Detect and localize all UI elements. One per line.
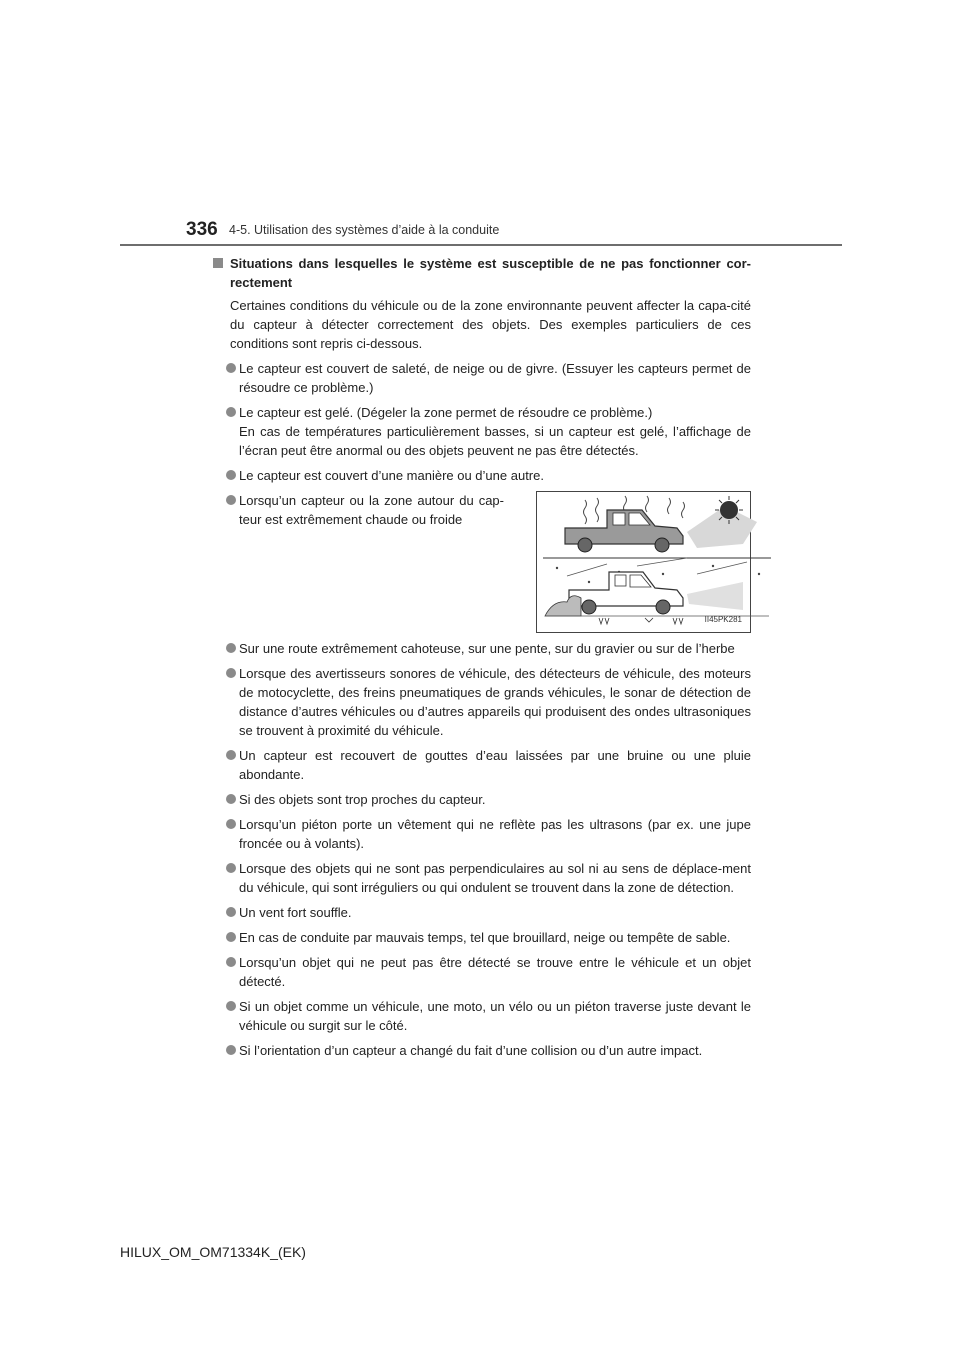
list-item [213, 403, 751, 460]
section-heading [213, 254, 751, 292]
list-item-text: Si l’orientation d’un capteur a changé du fait d’une collision ou d’un autre impact. [239, 1043, 703, 1058]
list-item-text: Le capteur est couvert de saleté, de neige ou de givre. (Essuyer les capteurs permet de résoudre ce problème.) [239, 361, 751, 395]
bullet-dot-icon [226, 794, 236, 804]
list-item [213, 746, 751, 784]
page-number: 336 [186, 219, 218, 240]
bullet-list [213, 639, 751, 1060]
list-item-text: Si un objet comme un véhicule, une moto, un vélo ou un piéton traverse juste devant le véhicule ou surgit sur le côté. [239, 999, 751, 1033]
snow-lines-icon [567, 558, 747, 576]
list-item-text: Lorsque des avertisseurs sonores de véhicule, des détecteurs de véhicule, des moteurs de motocyclette, des freins pneumatiques de grands véhicules, le sonar de détection de distance d’autres véhicules ou d’autres appareils qui produisent des ondes ultrasoniques se trouvent à proximité du véhicule. [239, 666, 751, 738]
bullet-dot-icon [226, 1001, 236, 1011]
list-item-text: Lorsqu’un capteur ou la zone autour du cap-teur est extrêmement chaude ou froide [239, 493, 504, 527]
list-item [213, 815, 751, 853]
bullet-dot-icon [226, 643, 236, 653]
bullet-dot-icon [226, 1045, 236, 1055]
bullet-dot-icon [226, 863, 236, 873]
snowflakes-icon [556, 565, 760, 583]
bullet-dot-icon [226, 750, 236, 760]
list-item-text: En cas de conduite par mauvais temps, tel que brouillard, neige ou tempête de sable. [239, 930, 731, 945]
list-item [213, 466, 751, 485]
list-item [213, 664, 751, 740]
bullet-dot-icon [226, 363, 236, 373]
list-item-text: Si des objets sont trop proches du capteur. [239, 792, 486, 807]
list-item-text: Lorsqu’un piéton porte un vêtement qui ne reflète pas les ultrasons (par ex. une jupe froncée ou à volants). [239, 817, 751, 851]
list-item-text: Sur une route extrêmement cahoteuse, sur une pente, sur du gravier ou sur de l’herbe [239, 641, 735, 656]
section-title: 4-5. Utilisation des systèmes d’aide à la conduite [229, 223, 500, 237]
bullet-dot-icon [226, 470, 236, 480]
list-item [213, 997, 751, 1035]
bullet-dot-icon [226, 957, 236, 967]
ice-icon [599, 618, 683, 624]
list-item [213, 928, 751, 947]
list-item [213, 903, 751, 922]
list-item-text: Un capteur est recouvert de gouttes d’eau laissées par une bruine ou une pluie abondante. [239, 748, 751, 782]
list-item [213, 639, 751, 658]
list-item-text: Lorsqu’un objet qui ne peut pas être détecté se trouve entre le véhicule et un objet détecté. [239, 955, 751, 989]
list-item [213, 859, 751, 897]
illustration-hot-cold-sensor [536, 491, 751, 633]
list-item-text: Un vent fort souffle. [239, 905, 352, 920]
list-item-text: Le capteur est gelé. (Dégeler la zone permet de résoudre ce problème.) [239, 405, 653, 420]
list-item-detail: En cas de températures particulièrement basses, si un capteur est gelé, l’affichage de l’écran peut être anormal ou des objets peuvent ne pas être détectés. [239, 424, 751, 458]
list-item-text: Lorsque des objets qui ne sont pas perpendiculaires au sol ni au sens de déplace-ment du véhicule, qui sont irréguliers ou qui ondulent se trouvent dans la zone de détection. [239, 861, 751, 895]
truck-top-icon [565, 510, 683, 552]
list-item [213, 953, 751, 991]
figure-block [213, 491, 751, 633]
list-item-text: Le capteur est couvert d’une manière ou d’une autre. [239, 468, 544, 483]
sensor-beam-icon [687, 582, 743, 610]
document-code: HILUX_OM_OM71334K_(EK) [120, 1244, 306, 1260]
bullet-dot-icon [226, 407, 236, 417]
bullet-dot-icon [226, 907, 236, 917]
list-item [213, 790, 751, 809]
bullet-dot-icon [226, 819, 236, 829]
header-divider [120, 244, 842, 246]
list-item [213, 359, 751, 397]
intro-paragraph: Certaines conditions du véhicule ou de la zone environnante peuvent affecter la capa-cité du capteur à détecter correctement des objets. Des exemples particuliers de ces conditions sont repris ci-dessous. [230, 298, 751, 351]
list-item [213, 1041, 751, 1060]
main-content [213, 254, 751, 1060]
bullet-dot-icon [226, 668, 236, 678]
sun-icon [687, 496, 757, 548]
heading-text: Situations dans lesquelles le système est susceptible de ne pas fonctionner cor-rectement [230, 256, 751, 290]
square-bullet-icon [213, 258, 223, 268]
list-item [213, 491, 504, 633]
figure-code: II45PK281 [704, 615, 742, 624]
bullet-dot-icon [226, 495, 236, 505]
truck-bottom-icon [569, 572, 683, 614]
bullet-dot-icon [226, 932, 236, 942]
